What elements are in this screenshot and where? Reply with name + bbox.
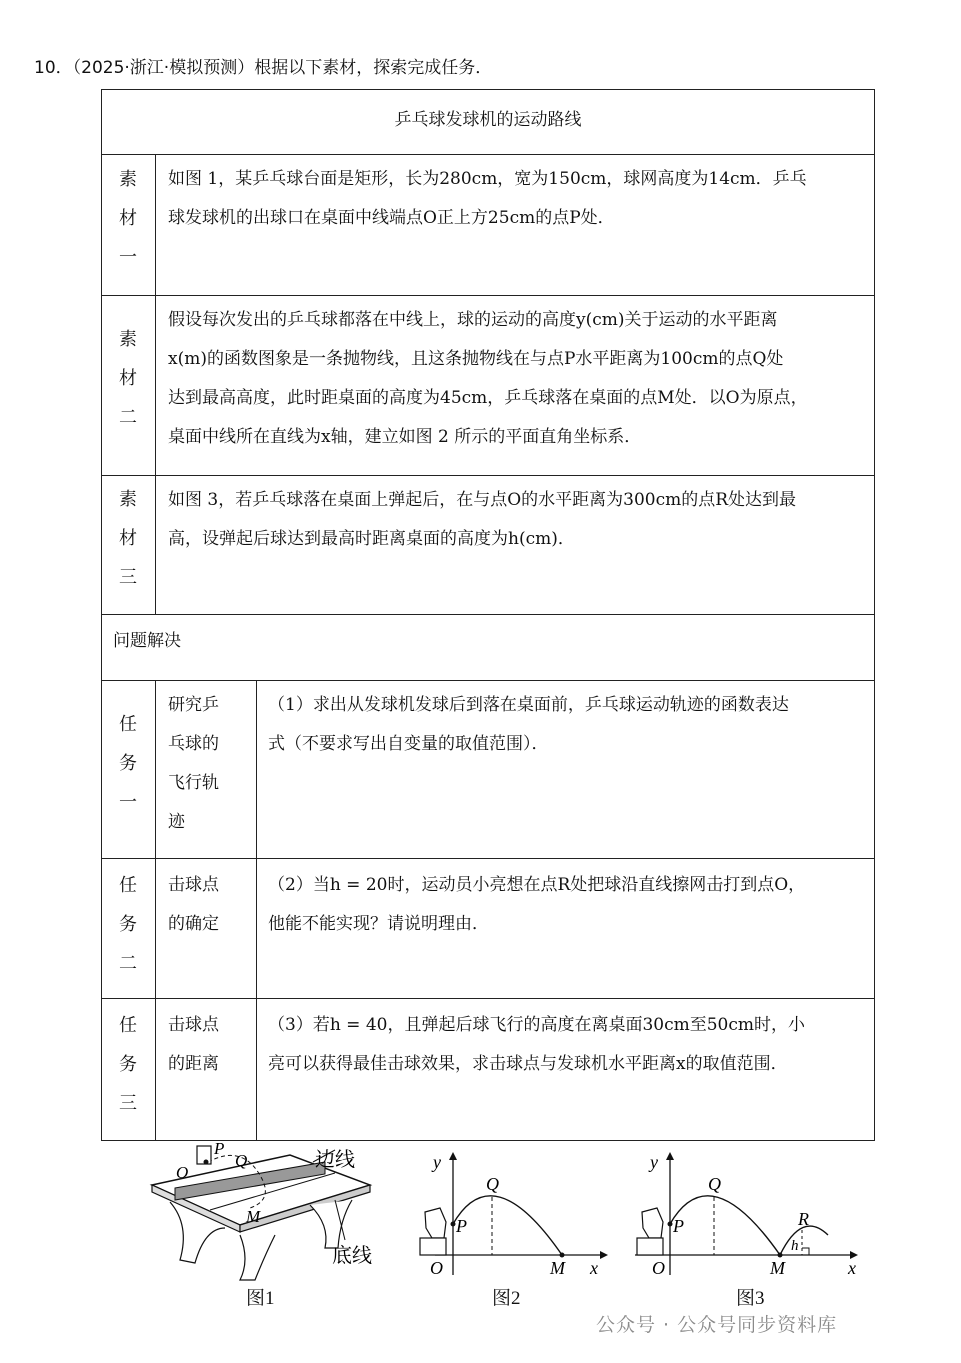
label-m: M	[770, 1258, 785, 1278]
task-topic-line: 的确定	[168, 914, 219, 934]
col-divider	[155, 154, 156, 614]
serve-machine	[642, 1208, 663, 1238]
figure-3-bounce-graph	[630, 1150, 870, 1285]
parabola	[670, 1196, 780, 1255]
task-topic-line: 乓球的	[168, 734, 219, 754]
task-topic-line: 击球点	[168, 1015, 219, 1035]
table-title: 乒乓球发球机的运动路线	[394, 110, 582, 130]
material-label: 素材二	[119, 329, 137, 428]
figure-1-caption: 图1	[246, 1288, 275, 1309]
label-y: y	[433, 1152, 441, 1172]
material-table	[101, 89, 875, 1141]
label-y: y	[650, 1152, 658, 1172]
label-q: Q	[708, 1174, 721, 1194]
row-divider	[101, 614, 875, 615]
task-question-line: （2）当h = 20时，运动员小亮想在点R处把球沿直线擦网击打到点O，	[268, 875, 806, 895]
parabola	[453, 1196, 562, 1255]
task-topic-line: 飞行轨	[168, 773, 219, 793]
material-text-line: 如图 3，若乒乓球落在桌面上弹起后，在与点O的水平距离为300cm的点R处达到最	[168, 490, 797, 510]
material-text-line: 球发球机的出球口在桌面中线端点O正上方25cm的点P处．	[168, 208, 615, 228]
material-text-line: 高，设弹起后球达到最高时距离桌面的高度为h(cm)．	[168, 529, 575, 549]
row-divider	[101, 998, 875, 999]
right-angle-mark	[802, 1248, 809, 1255]
label-p: P	[214, 1140, 225, 1158]
row-divider	[101, 295, 875, 296]
label-o: O	[652, 1258, 665, 1278]
figure-2-trajectory-graph	[410, 1150, 610, 1285]
x-axis-arrow	[600, 1251, 608, 1259]
task-topic-line: 的距离	[168, 1054, 219, 1074]
material-text-line: 达到最高高度，此时距桌面的高度为45cm，乒乓球落在桌面的点M处．以O为原点，	[168, 388, 808, 408]
label-x: x	[590, 1258, 598, 1278]
label-m: M	[246, 1207, 261, 1226]
label-side: 边线	[315, 1147, 355, 1171]
row-divider	[101, 858, 875, 859]
table-leg	[310, 1200, 352, 1248]
serve-machine-base	[420, 1238, 446, 1255]
task-label: 任务三	[119, 1015, 137, 1114]
task-question-line: （1）求出从发球机发球后到落在桌面前，乒乓球运动轨迹的函数表达	[268, 695, 789, 715]
material-label: 素材三	[119, 489, 137, 588]
point-m	[560, 1253, 565, 1258]
label-q: Q	[235, 1151, 248, 1170]
y-axis-arrow	[449, 1152, 457, 1160]
point-p	[668, 1222, 673, 1227]
figure-1-table-illustration	[140, 1140, 390, 1285]
point-m	[778, 1253, 783, 1258]
figure-3-caption: 图3	[736, 1288, 765, 1309]
serve-machine-base	[637, 1238, 663, 1255]
col-divider	[256, 680, 257, 1141]
label-x: x	[848, 1258, 856, 1278]
task-topic-line: 击球点	[168, 875, 219, 895]
label-base: 底线	[332, 1243, 372, 1267]
y-axis-arrow	[666, 1152, 674, 1160]
watermark: 公众号 · 公众号同步资料库	[596, 1314, 838, 1336]
task-label: 任务二	[119, 875, 137, 974]
material-text-line: x(m)的函数图象是一条抛物线，且这条抛物线在与点P水平距离为100cm的点Q处	[168, 349, 784, 369]
label-o: O	[430, 1258, 443, 1278]
figure-2-caption: 图2	[492, 1288, 521, 1309]
row-divider	[101, 680, 875, 681]
bounce-arc	[780, 1226, 828, 1255]
problem-solving-heading: 问题解决	[113, 631, 181, 651]
task-question-line: 式（不要求写出自变量的取值范围）．	[268, 734, 549, 754]
label-p: P	[673, 1216, 684, 1236]
row-divider	[101, 154, 875, 155]
material-text-line: 如图 1，某乒乓球台面是矩形，长为280cm，宽为150cm，球网高度为14cm．乒乓	[168, 169, 807, 189]
material-text-line: 桌面中线所在直线为x轴，建立如图 2 所示的平面直角坐标系．	[168, 427, 642, 447]
label-h: h	[791, 1238, 799, 1254]
label-p: P	[456, 1216, 467, 1236]
serve-machine	[425, 1208, 446, 1238]
task-question-line: 亮可以获得最佳击球效果，求击球点与发球机水平距离x的取值范围．	[268, 1054, 788, 1074]
col-divider	[155, 680, 156, 1141]
task-question-line: 他能不能实现？请说明理由．	[268, 914, 489, 934]
material-text-line: 假设每次发出的乒乓球都落在中线上，球的运动的高度y(cm)关于运动的水平距离	[168, 310, 778, 330]
point-p	[451, 1222, 456, 1227]
label-r: R	[798, 1209, 809, 1229]
task-topic-line: 研究乒	[168, 695, 219, 715]
task-question-line: （3）若h = 40，且弹起后球飞行的高度在离桌面30cm至50cm时，小	[268, 1015, 805, 1035]
material-label: 素材一	[119, 169, 137, 268]
task-label: 任务一	[119, 714, 137, 813]
label-o: O	[176, 1163, 189, 1182]
table-leg	[240, 1235, 275, 1280]
label-m: M	[550, 1258, 565, 1278]
task-topic-line: 迹	[168, 812, 185, 832]
row-divider	[101, 475, 875, 476]
problem-heading: 10．（2025·浙江·模拟预测）根据以下素材，探索完成任务．	[34, 58, 493, 78]
label-q: Q	[486, 1174, 499, 1194]
point-p	[204, 1160, 209, 1165]
